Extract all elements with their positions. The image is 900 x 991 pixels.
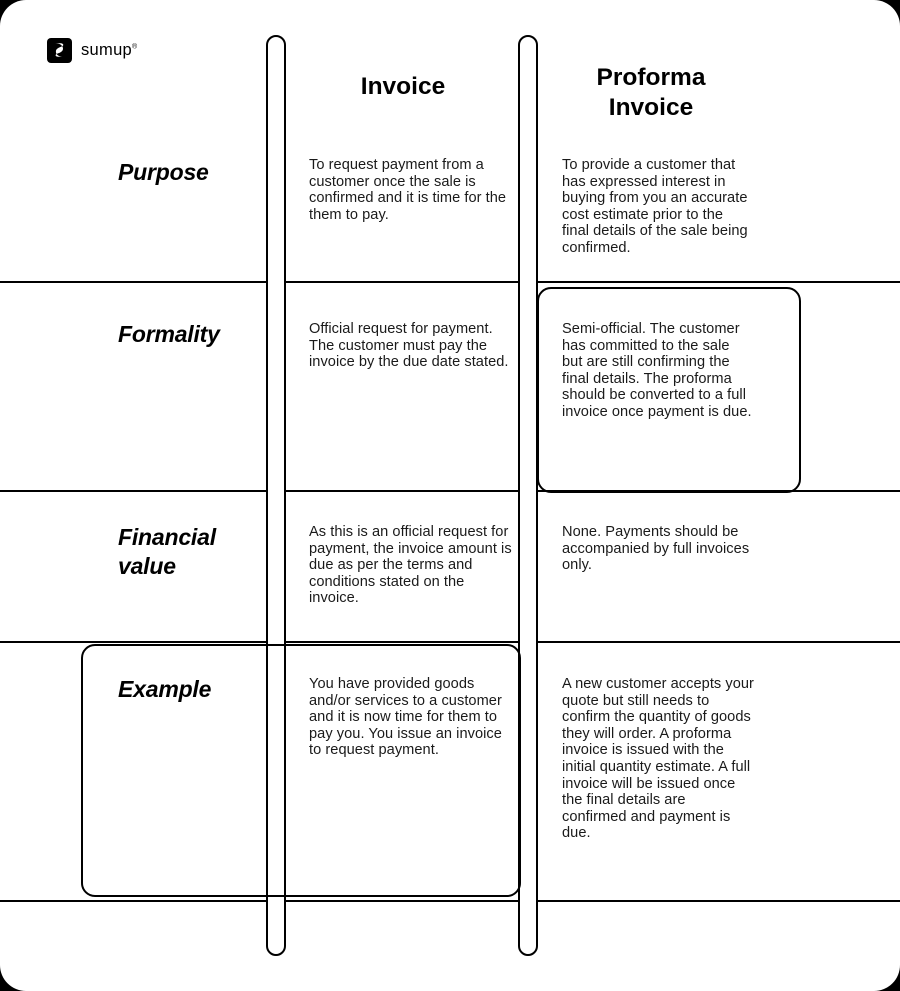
- cell-purpose-proforma: To provide a customer that has expressed interest in buying from you an accurate cost estimate prior to the final details of the sale being confirmed.: [562, 157, 748, 256]
- cell-example-invoice: You have provided goods and/or services to a customer and it is now time for them to pay you. You issue an invoice to request payment.: [309, 676, 502, 759]
- row-label-example: Example: [118, 676, 212, 702]
- row-label-financial-value: Financial value: [118, 524, 216, 579]
- cell-financial-value-proforma: None. Payments should be accompanied by full invoices only.: [562, 524, 750, 574]
- sumup-wordmark: sumup®: [81, 41, 138, 60]
- sumup-flag-icon: [47, 38, 72, 63]
- column-divider-right: [518, 35, 538, 956]
- row-label-formality: Formality: [118, 321, 220, 347]
- cell-formality-invoice: Official request for payment. The customer must pay the invoice by the due date stated.: [309, 321, 509, 371]
- row-divider-4: [0, 900, 900, 902]
- column-header-proforma: Proforma Invoice: [596, 64, 706, 121]
- cell-financial-value-invoice: As this is an official request for payment, the invoice amount is due as per the terms and conditions stated on the invoice.: [309, 524, 512, 607]
- row-divider-3: [0, 641, 900, 643]
- row-label-purpose: Purpose: [118, 159, 209, 185]
- cell-purpose-invoice: To request payment from a customer once the sale is confirmed and it is time for the them to pay.: [309, 157, 507, 223]
- cell-formality-proforma: Semi-official. The customer has committed to the sale but are still confirming the final details. The proforma should be converted to a full invoice once payment is due.: [562, 321, 752, 420]
- row-divider-1: [0, 281, 900, 283]
- registered-mark: ®: [132, 43, 138, 51]
- cell-example-proforma: A new customer accepts your quote but still needs to confirm the quantity of goods they will order. A proforma invoice is issued with the initial quantity estimate. A full invoice will be issued once the final details are confirmed and payment is due.: [562, 676, 754, 842]
- sumup-logo: [47, 38, 138, 63]
- column-header-invoice: Invoice: [360, 73, 446, 100]
